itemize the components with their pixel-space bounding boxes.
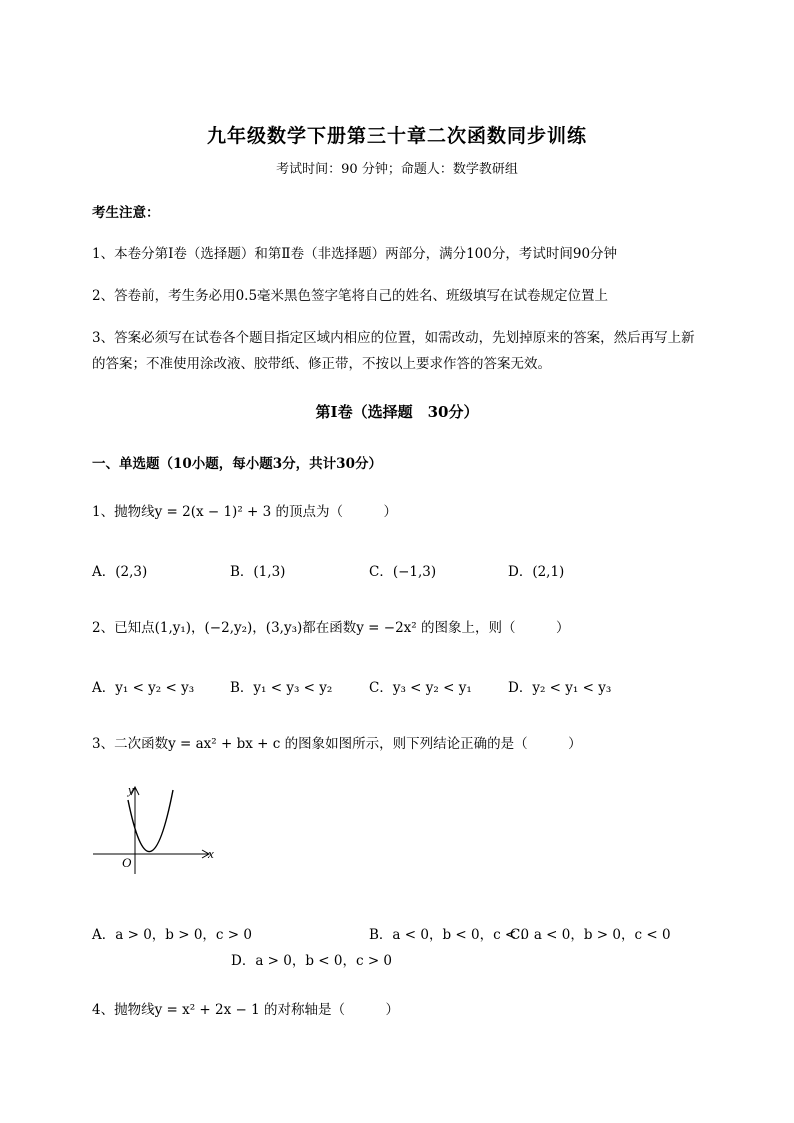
x-axis-label: x <box>208 846 214 861</box>
exam-info: 考试时间：90 分钟；命题人：数学教研组 <box>276 162 518 177</box>
question-3-option-d[interactable]: D．a > 0，b < 0，c > 0 <box>231 953 393 969</box>
question-3-option-c[interactable]: C．a < 0，b > 0，c < 0 <box>510 927 671 943</box>
question-2-stem: 2、已知点(1,y₁)，(−2,y₂)，(3,y₃)都在函数y = −2x² 的图象上，则（ ） <box>92 620 570 636</box>
question-3-option-b[interactable]: B．a < 0，b < 0，c < 0 <box>369 927 530 943</box>
question-3-stem: 3、二次函数y = ax² + bx + c 的图象如图所示，则下列结论正确的是（ ） <box>92 736 582 752</box>
origin-label: O <box>122 855 132 870</box>
notice-item-3-cont: 的答案；不准使用涂改液、胶带纸、修正带，不按以上要求作答的答案无效。 <box>92 356 551 372</box>
notice-item-3: 3、答案必须写在试卷各个题目指定区域内相应的位置，如需改动，先划掉原来的答案，然后再写上新 <box>92 330 695 346</box>
question-2-option-d[interactable]: D．y₂ < y₁ < y₃ <box>508 680 612 696</box>
question-3-option-a[interactable]: A．a > 0，b > 0，c > 0 <box>92 927 252 943</box>
question-2-option-a[interactable]: A．y₁ < y₂ < y₃ <box>92 680 195 696</box>
y-axis-label: y <box>128 782 134 797</box>
page-title: 九年级数学下册第三十章二次函数同步训练 <box>206 125 587 147</box>
notice-item-1: 1、本卷分第Ⅰ卷（选择题）和第Ⅱ卷（非选择题）两部分，满分100分，考试时间90分钟 <box>92 246 618 262</box>
question-1-option-d[interactable]: D．(2,1) <box>508 564 565 580</box>
question-1-option-b[interactable]: B．(1,3) <box>230 564 286 580</box>
part-heading: 一、单选题（10小题，每小题3分，共计30分） <box>92 456 382 472</box>
question-4-stem: 4、抛物线y = x² + 2x − 1 的对称轴是（ ） <box>92 1002 400 1018</box>
question-1-option-a[interactable]: A．(2,3) <box>92 564 148 580</box>
question-1-stem: 1、抛物线y = 2(x − 1)² + 3 的顶点为（ ） <box>92 504 398 520</box>
notice-heading: 考生注意： <box>92 205 160 221</box>
section-title: 第Ⅰ卷（选择题 30分） <box>315 403 479 421</box>
parabola-graph <box>88 778 228 878</box>
question-1-option-c[interactable]: C．(−1,3) <box>369 564 437 580</box>
question-2-option-c[interactable]: C．y₃ < y₂ < y₁ <box>369 680 472 696</box>
notice-item-2: 2、答卷前，考生务必用0.5毫米黑色签字笔将自己的姓名、班级填写在试卷规定位置上 <box>92 288 609 304</box>
question-2-option-b[interactable]: B．y₁ < y₃ < y₂ <box>230 680 333 696</box>
